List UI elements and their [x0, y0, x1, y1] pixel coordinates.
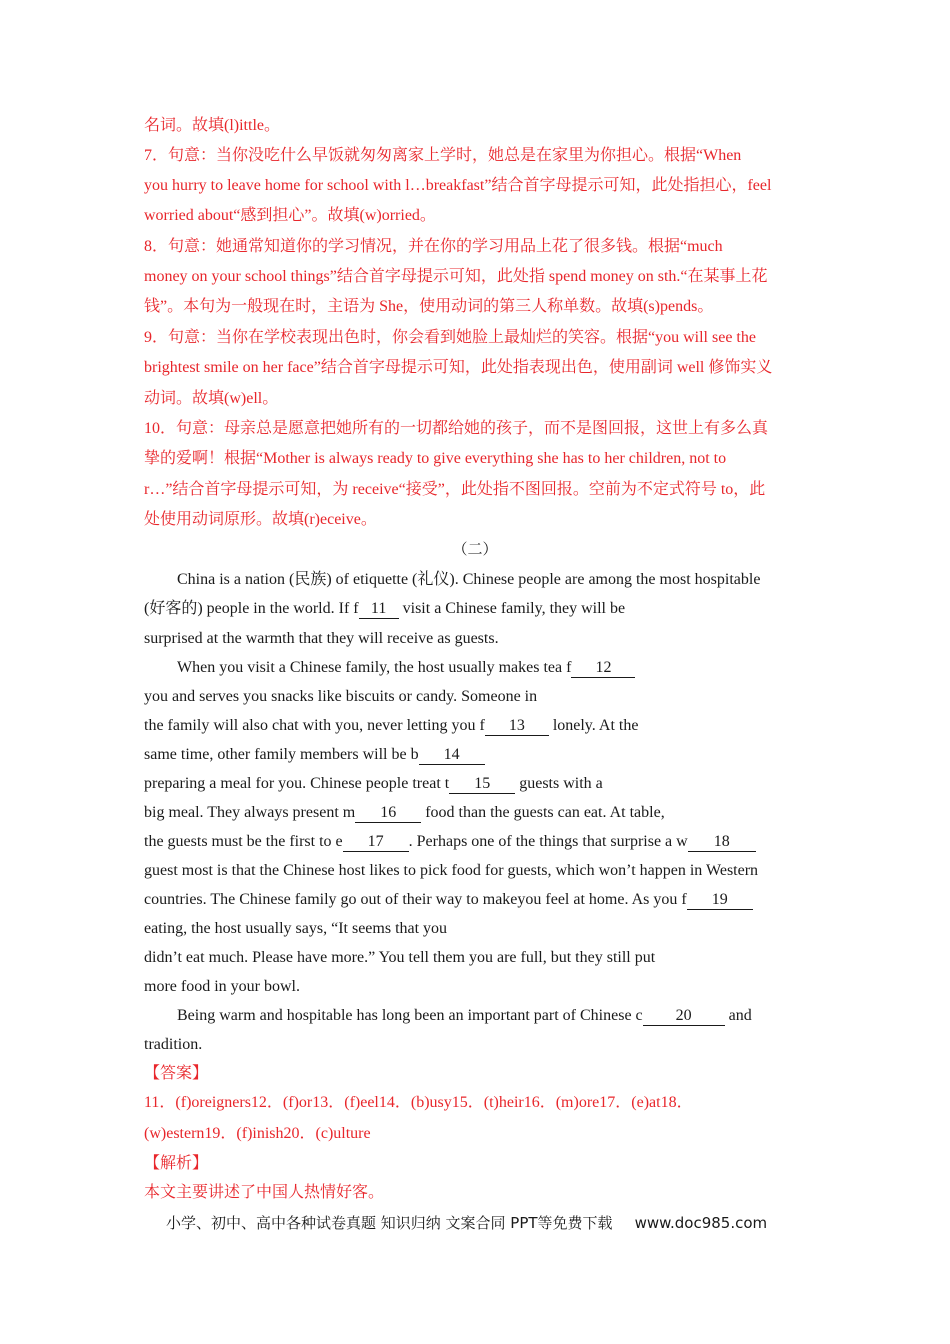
passage-line: guest most is that the Chinese host likes to pick food for guests, which won’t happen in Western [144, 862, 759, 879]
blank-17: 17 [343, 833, 409, 852]
analysis-heading: 【解析】 [144, 1155, 209, 1172]
passage-line: surprised at the warmth that they will receive as guests. [144, 630, 499, 647]
explanation-line: r…”结合首字母提示可知，为 receive“接受”，此处指不图回报。空前为不定式符号 to，此 [144, 481, 766, 498]
passage-text: (好客的) people in the world. If f [144, 600, 359, 617]
blank-16: 16 [355, 804, 421, 823]
passage-line [144, 598, 625, 620]
passage-line [144, 744, 485, 766]
passage-text: Being warm and hospitable has long been an important part of Chinese c [177, 1007, 643, 1024]
passage-line: tradition. [144, 1036, 203, 1053]
explanation-line: 10．句意：母亲总是愿意把她所有的一切都给她的孩子，而不是图回报，这世上有多么真 [144, 420, 769, 437]
passage-text: guests with a [515, 775, 603, 792]
answer-line: 11．(f)oreigners12．(f)or13．(f)eel14．(b)usy15．(t)heir16．(m)ore17．(e)at18． [144, 1094, 693, 1111]
explanation-line: you hurry to leave home for school with l…breakfast”结合首字母提示可知，此处指担心，feel [144, 177, 772, 194]
explanation-line: 9．句意：当你在学校表现出色时，你会看到她脸上最灿烂的笑容。根据“you will see the [144, 329, 756, 346]
explanation-line: 7．句意：当你没吃什么早饭就匆匆离家上学时，她总是在家里为你担心。根据“When [144, 147, 742, 164]
blank-11: 11 [359, 600, 399, 619]
page-footer [166, 1212, 767, 1233]
passage-text: . Perhaps one of the things that surprise a w [408, 833, 688, 850]
explanation-line: 动词。故填(w)ell。 [144, 390, 279, 407]
analysis-summary: 本文主要讲述了中国人热情好客。 [144, 1184, 385, 1201]
passage-text: lonely. At the [548, 717, 639, 734]
passage-line [177, 1005, 752, 1027]
passage-text: visit a Chinese family, they will be [398, 600, 626, 617]
passage-text: and [724, 1007, 752, 1024]
passage-text: countries. The Chinese family go out of their way to makeyou feel at home. As you f [144, 891, 687, 908]
passage-line [144, 773, 603, 795]
explanation-line: money on your school things”结合首字母提示可知，此处指 spend money on sth.“在某事上花 [144, 268, 768, 285]
explanation-line: 处使用动词原形。故填(r)eceive。 [144, 511, 377, 528]
blank-12: 12 [571, 659, 635, 678]
explanation-line: 8．句意：她通常知道你的学习情况，并在你的学习用品上花了很多钱。根据“much [144, 238, 723, 255]
passage-line: eating, the host usually says, “It seems that you [144, 920, 448, 937]
passage-text: big meal. They always present m [144, 804, 356, 821]
passage-text: preparing a meal for you. Chinese people treat t [144, 775, 450, 792]
passage-text: When you visit a Chinese family, the host usually makes tea f [177, 659, 572, 676]
blank-14: 14 [419, 746, 485, 765]
explanation-line: 名词。故填(l)ittle。 [144, 117, 280, 134]
passage-line [144, 889, 753, 911]
answer-line: (w)estern19．(f)inish20．(c)ulture [144, 1125, 371, 1142]
explanation-line: brightest smile on her face”结合首字母提示可知，此处指表现出色，使用副词 well 修饰实义 [144, 359, 773, 376]
passage-line [144, 715, 638, 737]
footer-text: 小学、初中、高中各种试卷真题 知识归纳 文案合同 PPT等免费下载 [166, 1214, 613, 1232]
passage-line [144, 802, 665, 824]
passage-line: China is a nation (民族) of etiquette (礼仪). Chinese people are among the most hospitable [177, 571, 761, 588]
passage-line: you and serves you snacks like biscuits or candy. Someone in [144, 688, 538, 705]
passage-line [144, 831, 756, 853]
explanation-line: 钱”。本句为一般现在时，主语为 She，使用动词的第三人称单数。故填(s)pends。 [144, 298, 714, 315]
passage-line [177, 657, 635, 679]
blank-15: 15 [449, 775, 515, 794]
footer-url[interactable]: www.doc985.com [634, 1214, 768, 1232]
explanation-line: worried about“感到担心”。故填(w)orried。 [144, 207, 436, 224]
passage-text: the guests must be the first to e [144, 833, 343, 850]
blank-18: 18 [688, 833, 756, 852]
explanation-line: 挚的爱啊！根据“Mother is always ready to give everything she has to her children, not to [144, 450, 727, 467]
passage-text: same time, other family members will be b [144, 746, 419, 763]
passage-text: food than the guests can eat. At table, [421, 804, 665, 821]
blank-19: 19 [687, 891, 753, 910]
section-title: （二） [452, 542, 498, 558]
passage-line: didn’t eat much. Please have more.” You tell them you are full, but they still put [144, 949, 656, 966]
blank-13: 13 [485, 717, 549, 736]
passage-line: more food in your bowl. [144, 978, 300, 995]
answer-heading: 【答案】 [144, 1065, 209, 1082]
blank-20: 20 [643, 1007, 725, 1026]
passage-text: the family will also chat with you, never letting you f [144, 717, 485, 734]
